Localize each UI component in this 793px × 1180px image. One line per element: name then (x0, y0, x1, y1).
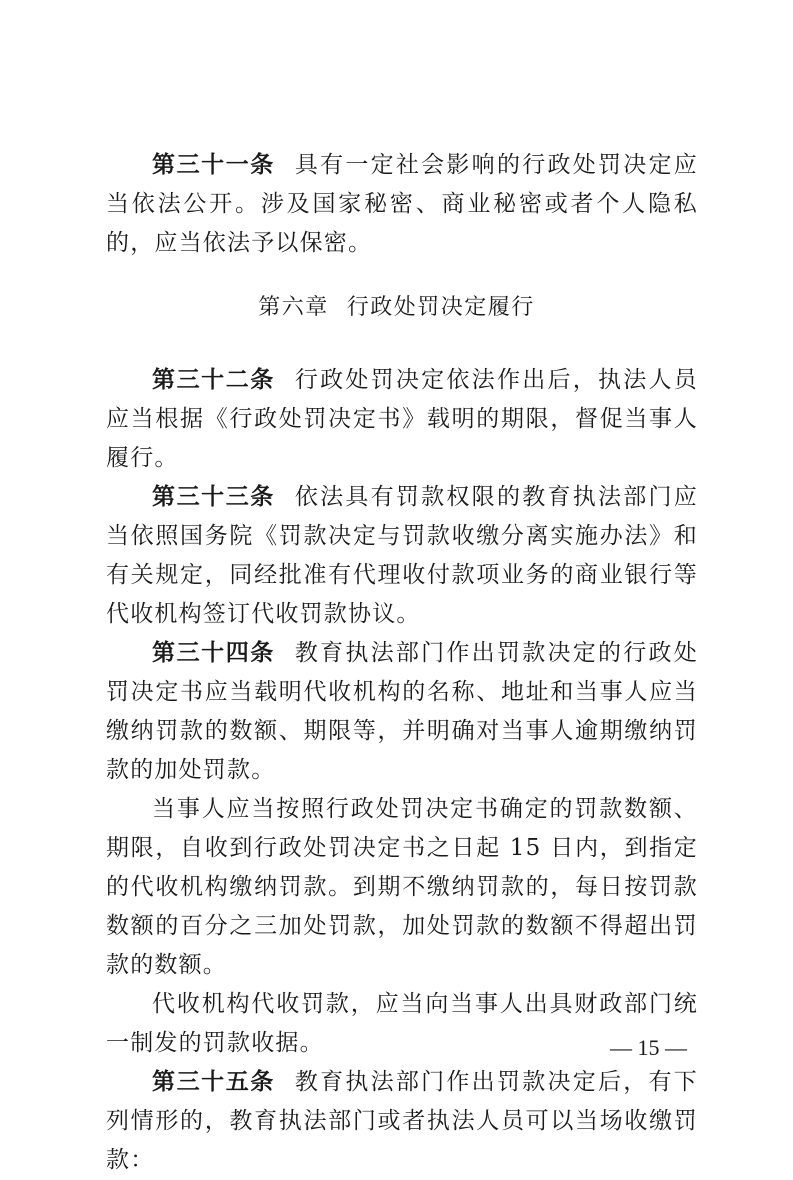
page-number: — 15 — (610, 1035, 687, 1060)
article-34-text: 教育执法部门作出罚款决定的行政处罚决定书应当载明代收机构的名称、地址和当事人应当缴纳罚款的数额、期限等，并明确对当事人逾期缴纳罚款的加处罚款。 (106, 640, 699, 783)
article-34-label: 第三十四条 (152, 640, 275, 666)
article-32-text: 行政处罚决定依法作出后，执法人员应当根据《行政处罚决定书》载明的期限，督促当事人履行。 (106, 367, 699, 471)
article-31-label: 第三十一条 (152, 152, 275, 178)
article-33-paragraph (106, 478, 698, 634)
article-33-text: 依法具有罚款权限的教育执法部门应当依照国务院《罚款决定与罚款收缴分离实施办法》和有关规定，同经批准有代理收付款项业务的商业银行等代收机构签订代收罚款协议。 (106, 484, 699, 627)
article-34-paragraph-3: 代收机构代收罚款，应当向当事人出具财政部门统一制发的罚款收据。 (106, 991, 698, 1056)
article-31 (106, 146, 698, 263)
article-32-paragraph (106, 361, 698, 478)
article-34-paragraph-2: 当事人应当按照行政处罚决定书确定的罚款数额、期限，自收到行政处罚决定书之日起 15 日内，到指定的代收机构缴纳罚款。到期不缴纳罚款的，每日按罚款数额的百分之三加处罚款，加处罚款的数额不得超出罚款的数额。 (106, 796, 698, 978)
article-32-label: 第三十二条 (152, 367, 275, 393)
article-31-text: 具有一定社会影响的行政处罚决定应当依法公开。涉及国家秘密、商业秘密或者个人隐私的，应当依法予以保密。 (106, 152, 699, 256)
article-33-label: 第三十三条 (152, 484, 275, 510)
chapter-heading (0, 290, 793, 321)
chapter-number: 第六章 (258, 295, 329, 320)
chapter-title: 行政处罚决定履行 (346, 295, 535, 320)
article-35-text: 教育执法部门作出罚款决定后，有下列情形的，教育执法部门或者执法人员可以当场收缴罚款： (106, 1069, 699, 1173)
article-34-paragraph (106, 634, 698, 790)
article-35-label: 第三十五条 (152, 1069, 275, 1095)
article-31-paragraph (106, 146, 698, 263)
